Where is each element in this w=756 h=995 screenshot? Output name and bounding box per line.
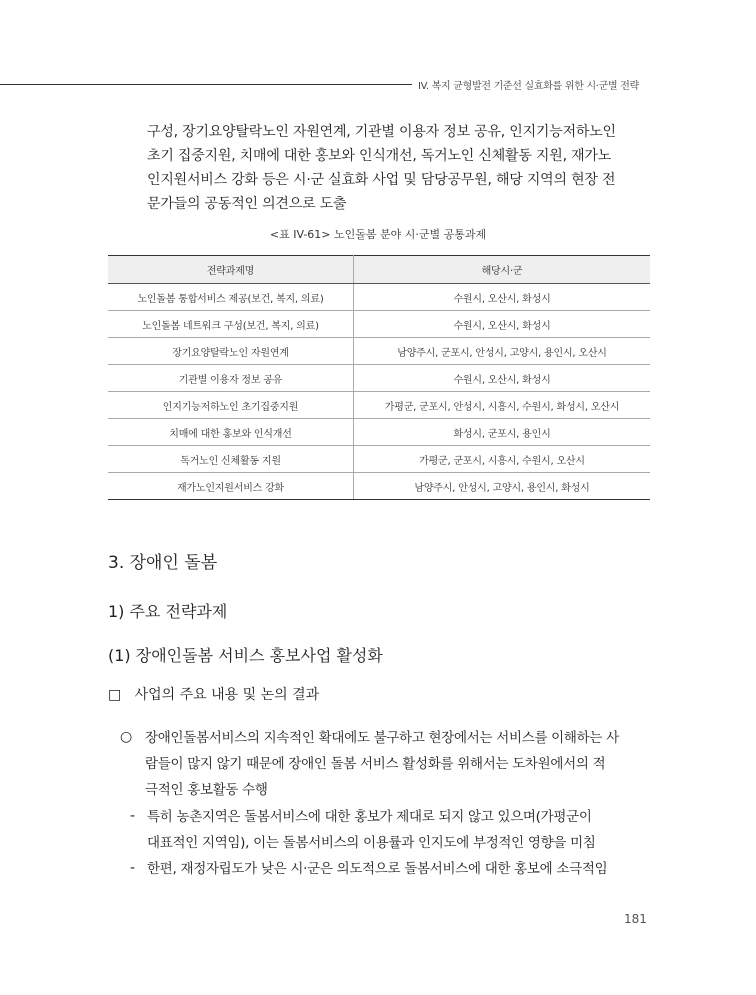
header-region: 해당시·군	[354, 256, 651, 284]
table-row	[108, 473, 650, 500]
task-cell: 치매에 대한 홍보와 인식개선	[108, 419, 354, 446]
table-row	[108, 365, 650, 392]
item-title: (1) 장애인돌봄 서비스 홍보사업 활성화	[108, 646, 383, 665]
task-cell: 재가노인지원서비스 강화	[108, 473, 354, 500]
dash-bullet-text	[147, 804, 652, 856]
task-cell: 독거노인 신체활동 지원	[108, 446, 354, 473]
task-cell: 노인돌봄 통합서비스 제공(보건, 복지, 의료)	[108, 284, 354, 311]
table-header-row	[108, 256, 650, 284]
table-row	[108, 446, 650, 473]
dash-bullet-text	[147, 856, 652, 882]
region-cell: 수원시, 오산시, 화성시	[354, 311, 651, 338]
header-rule	[0, 84, 412, 85]
bullet-line: 극적인 홍보활동 수행	[145, 782, 268, 798]
region-cell: 수원시, 오산시, 화성시	[354, 365, 651, 392]
task-cell: 인지기능저하노인 초기집중지원	[108, 392, 354, 419]
dash-bullet-marker: -	[130, 808, 136, 824]
circle-bullet-text	[145, 725, 650, 803]
common-tasks-table	[108, 255, 650, 500]
intro-line: 초기 집중지원, 치매에 대한 홍보와 인식개선, 독거노인 신체활동 지원, 재가노	[147, 148, 612, 164]
task-cell: 노인돌봄 네트워크 구성(보건, 복지, 의료)	[108, 311, 354, 338]
region-cell: 가평군, 군포시, 시흥시, 수원시, 오산시	[354, 446, 651, 473]
intro-line: 구성, 장기요양탈락노인 자원연계, 기관별 이용자 정보 공유, 인지기능저하노인	[147, 124, 616, 140]
header-task-name: 전략과제명	[108, 256, 354, 284]
region-cell: 가평군, 군포시, 안성시, 시흥시, 수원시, 화성시, 오산시	[354, 392, 651, 419]
bullet-line: 한편, 재정자립도가 낮은 시·군은 의도적으로 돌봄서비스에 대한 홍보에 소극적임	[147, 861, 608, 877]
running-header: IV. 복지 균형발전 기준선 실효화를 위한 시·군별 전략	[418, 81, 640, 92]
table-row	[108, 419, 650, 446]
bullet-line: 대표적인 지역임), 이는 돌봄서비스의 이용률과 인지도에 부정적인 영향을 미침	[147, 835, 596, 851]
circle-bullet-marker: ○	[120, 729, 133, 745]
table-row	[108, 284, 650, 311]
task-cell: 기관별 이용자 정보 공유	[108, 365, 354, 392]
bullet-line: 특히 농촌지역은 돌봄서비스에 대한 홍보가 제대로 되지 않고 있으며(가평군이	[147, 809, 592, 825]
table-row	[108, 338, 650, 365]
subsection-title: 1) 주요 전략과제	[108, 602, 228, 621]
table-caption: <표 IV-61> 노인돌봄 분야 시·군별 공통과제	[269, 228, 487, 241]
box-heading	[108, 684, 319, 704]
region-cell: 수원시, 오산시, 화성시	[354, 284, 651, 311]
section-title: 3. 장애인 돌봄	[108, 553, 218, 573]
bullet-line: 장애인돌봄서비스의 지속적인 확대에도 불구하고 현장에서는 서비스를 이해하는 사	[145, 730, 619, 746]
dash-bullet-marker: -	[130, 860, 136, 876]
page-number: 181	[624, 912, 647, 926]
task-cell: 장기요양탈락노인 자원연계	[108, 338, 354, 365]
square-bullet-marker: □	[108, 687, 122, 703]
intro-line: 인지원서비스 강화 등은 시·군 실효화 사업 및 담당공무원, 해당 지역의 현장 전	[147, 172, 616, 188]
intro-paragraph	[147, 120, 652, 216]
table-row	[108, 392, 650, 419]
intro-line: 문가들의 공동적인 의견으로 도출	[147, 196, 347, 212]
region-cell: 남양주시, 군포시, 안성시, 고양시, 용인시, 오산시	[354, 338, 651, 365]
region-cell: 화성시, 군포시, 용인시	[354, 419, 651, 446]
table-row	[108, 311, 650, 338]
box-heading-text: 사업의 주요 내용 및 논의 결과	[134, 687, 320, 703]
region-cell: 남양주시, 안성시, 고양시, 용인시, 화성시	[354, 473, 651, 500]
bullet-line: 람들이 많지 않기 때문에 장애인 돌봄 서비스 활성화를 위해서는 도차원에서의 적	[145, 756, 606, 772]
